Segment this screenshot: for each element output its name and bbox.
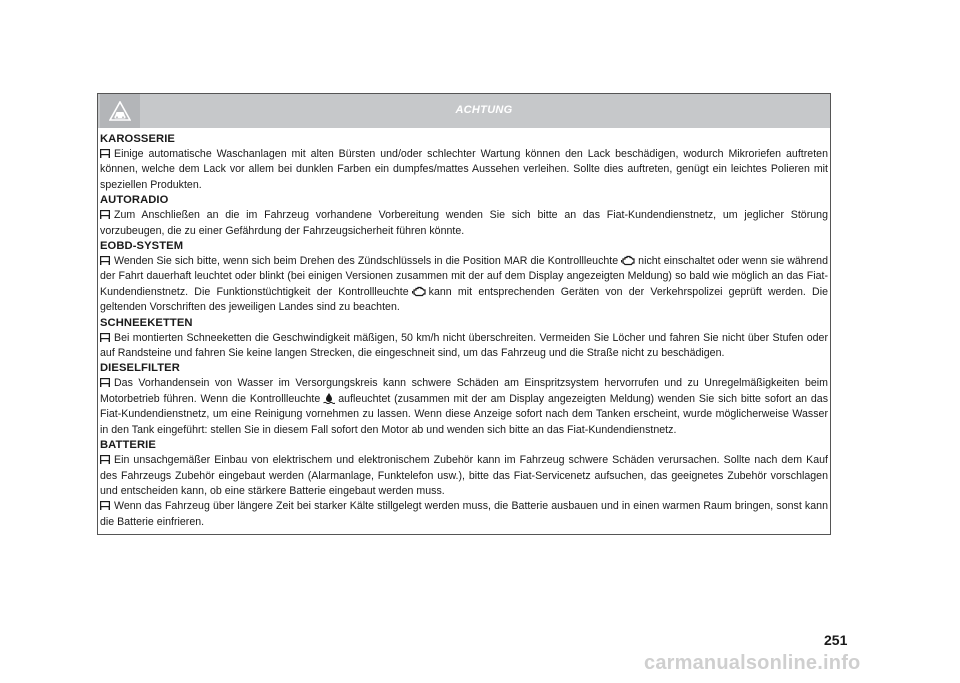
bullet-icon — [100, 333, 110, 342]
paragraph-text: Bei montierten Schneeketten die Geschwindigkeit mäßigen, 50 km/h nicht überschreiten. Vermeiden Sie Löcher und fahren Sie nicht über Stufen oder auf Randsteine und fahren Sie keine langen Strecken, die eingeschneit sind, um das Fahrzeug und die Straße nicht zu beschädigen. — [100, 331, 828, 360]
section-paragraph — [100, 147, 828, 193]
page-number: 251 — [824, 632, 848, 648]
paragraph-text: aufleuchtet (zusammen mit der am Display angezeigten Meldung) wenden Sie sich bitte sofort an das Fiat-Kundendienstnetz, um eine Reinigung vornehmen zu lassen. Wenn diese Anzeige sofort nach dem Tanken erscheint, wurde möglicherweise Wasser in den Tank eingeführt: stellen Sie in diesem Fall sofort den Motor ab und wenden sich bitte an das Fiat-Kundendienstnetz. — [100, 392, 829, 436]
paragraph-text: kann mit entsprechenden Geräten von der Verkehrspolizei geprüft werden. Die geltenden Vorschriften des jeweiligen Landes sind zu beachten. — [100, 285, 829, 314]
water-in-fuel-icon — [323, 392, 335, 404]
bullet-icon — [100, 256, 110, 265]
bullet-icon — [100, 210, 110, 219]
section-paragraph — [100, 254, 828, 316]
bullet-icon — [100, 501, 110, 510]
bullet-icon — [100, 455, 110, 464]
bullet-icon — [100, 149, 110, 158]
warning-box — [97, 93, 831, 535]
bullet-icon — [100, 378, 110, 387]
paragraph-text: nicht einschaltet oder wenn sie während der Fahrt dauerhaft leuchtet oder blinkt (bei einigen Versionen zusammen mit der auf dem Display angezeigten Meldung) so bald wie möglich an das Fiat-Kundendienstnetz. Die Funktionstüchtigkeit der Kontrollleuchte — [100, 255, 828, 298]
section-paragraph — [100, 376, 828, 438]
warning-body — [98, 128, 830, 534]
section-heading: SCHNEEKETTEN — [100, 316, 193, 329]
section-paragraph — [100, 331, 828, 362]
engine-check-icon — [621, 255, 635, 266]
car-warning-icon — [100, 94, 140, 128]
paragraph-text: Das Vorhandensein von Wasser im Versorgungskreis kann schwere Schäden am Einspritzsystem hervorrufen und zu Unregelmäßigkeiten beim Motorbetrieb führen. Wenn die Kontrollleuchte — [100, 377, 828, 405]
section-heading: DIESELFILTER — [100, 362, 180, 375]
paragraph-text: Wenn das Fahrzeug über längere Zeit bei starker Kälte stillgelegt werden muss, die Batterie ausbauen und in einen warmen Raum bringen, sonst kann die Batterie einfrieren. — [100, 500, 828, 528]
paragraph-text: Wenden Sie sich bitte, wenn sich beim Drehen des Zündschlüssels in die Position MAR die Kontrollleuchte — [114, 255, 619, 268]
section-heading: BATTERIE — [100, 439, 156, 452]
watermark: carmanualsonline.info — [644, 652, 861, 674]
section-paragraph — [100, 208, 828, 239]
paragraph-text: Ein unsachgemäßer Einbau von elektrischem und elektronischem Zubehör kann im Fahrzeug schwere Schäden verursachen. Sollte nach dem Kauf des Fahrzeugs Zubehör eingebaut werden (Alarmanlage, Funktelefon usw.), bitte das Fiat-Servicenetz aufsuchen, das geeignetes Zubehör vorschlagen und entscheiden kann, ob eine stärkere Batterie eingebaut werden muss. — [100, 454, 828, 497]
warning-header — [98, 94, 830, 128]
section-heading: EOBD-SYSTEM — [100, 240, 184, 253]
engine-check-icon — [412, 286, 426, 297]
paragraph-text: Zum Anschließen an die im Fahrzeug vorhandene Vorbereitung wenden Sie sich bitte an das Fiat-Kundendienstnetz, um jeglicher Störung vorzubeugen, die zu einer Gefährdung der Fahrzeugsicherheit führen könnte. — [100, 209, 828, 237]
section-heading: AUTORADIO — [100, 194, 169, 207]
warning-title: ACHTUNG — [455, 104, 513, 116]
section-paragraph — [100, 499, 828, 530]
section-paragraph — [100, 453, 828, 499]
section-heading: KAROSSERIE — [100, 133, 175, 145]
paragraph-text: Einige automatische Waschanlagen mit alten Bürsten und/oder schlechter Wartung können den Lack beschädigen, wodurch Mikroriefen auftreten können, welche dem Lack vor allem bei dunklen Farben ein dumpfes/mattes Aussehen verleihen. Sollte dies auftreten, genügt ein leichtes Polieren mit speziellen Produkten. — [100, 148, 828, 191]
